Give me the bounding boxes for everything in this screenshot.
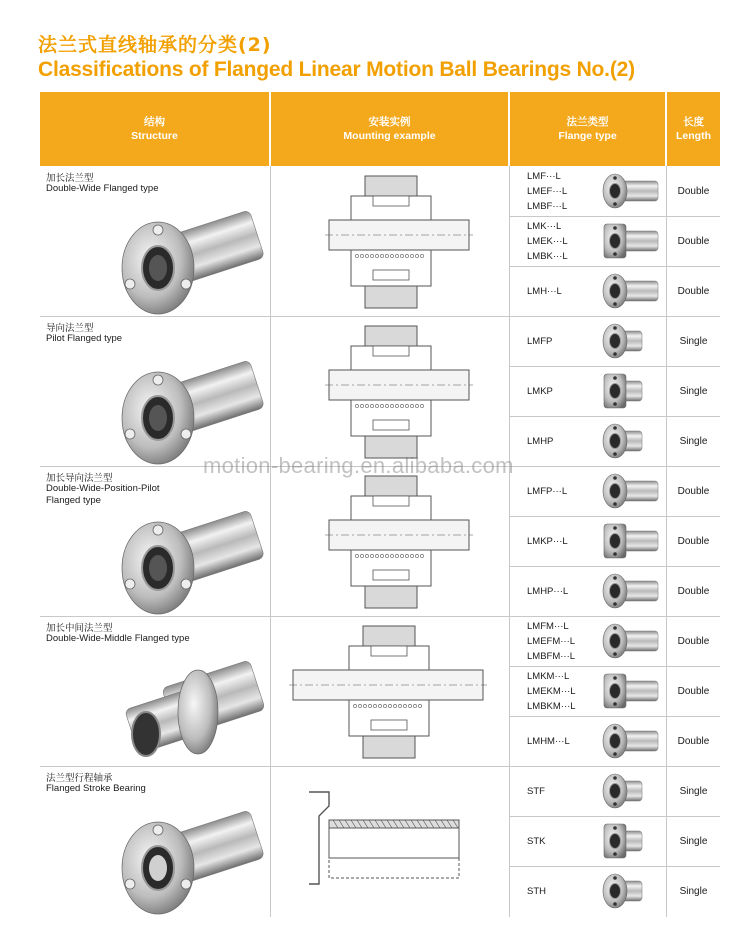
row-divider: [510, 516, 720, 517]
model-code: LMKP: [527, 385, 553, 397]
structure-cell: [40, 166, 269, 316]
model-code: LMHP: [527, 435, 554, 447]
structure-cell: [40, 466, 269, 616]
length-value: Double: [677, 585, 710, 597]
length-value: Double: [677, 235, 710, 247]
bearing-thumbnail-frame: [598, 220, 660, 262]
header-label-en: Length: [676, 130, 711, 142]
mounting-example-cell: [271, 166, 508, 316]
flange-type-row: [510, 366, 720, 416]
model-list: [527, 366, 597, 416]
model-code: LMEFM···L: [527, 635, 576, 647]
length-value: Double: [677, 685, 710, 697]
bearing-thumbnail-frame: [598, 620, 660, 662]
bearing-thumbnail-frame: [598, 870, 660, 912]
bearing-thumbnail: [598, 170, 660, 212]
bearing-thumbnail: [598, 370, 660, 412]
model-code: LMKP···L: [527, 535, 568, 547]
mounting-example-cell: [271, 466, 508, 616]
watermark-text: motion-bearing.en.alibaba.com: [203, 453, 514, 478]
bearing-thumbnail-frame: [598, 170, 660, 212]
bearing-thumbnail-frame: [598, 420, 660, 462]
structure-name-en: Double-Wide-Position-Pilot Flanged type: [46, 483, 160, 506]
bearing-thumbnail-frame: [598, 370, 660, 412]
length-value: Single: [679, 835, 708, 847]
flange-type-row: [510, 516, 720, 566]
bearing-thumbnail-frame: [598, 770, 660, 812]
model-list: [527, 466, 597, 516]
bearing-photo-frame: [110, 796, 270, 916]
mounting-example-cell: [271, 616, 508, 766]
model-code: LMBK···L: [527, 250, 568, 262]
bearing-thumbnail: [598, 770, 660, 812]
model-list: [527, 266, 597, 316]
bearing-thumbnail-frame: [598, 720, 660, 762]
mounting-diagram: [271, 166, 508, 316]
classification-table: [40, 92, 720, 917]
model-list: [527, 866, 597, 916]
model-code: LMBF···L: [527, 200, 568, 212]
bearing-thumbnail: [598, 670, 660, 712]
bearing-thumbnail-frame: [598, 670, 660, 712]
bearing-photo-frame: [110, 346, 270, 466]
bearing-thumbnail: [598, 270, 660, 312]
model-code: LMBKM···L: [527, 700, 576, 712]
model-code: LMK···L: [527, 220, 562, 232]
bearing-thumbnail: [598, 320, 660, 362]
bearing-thumbnail-frame: [598, 270, 660, 312]
model-code: LMHM···L: [527, 735, 570, 747]
bearing-photo: [110, 496, 270, 616]
structure-cell: [40, 766, 269, 916]
flange-type-row: [510, 566, 720, 616]
model-list: [527, 766, 597, 816]
bearing-photo: [110, 196, 270, 316]
flange-type-row: [510, 866, 720, 916]
model-list: [527, 416, 597, 466]
length-value: Double: [677, 485, 710, 497]
header-label-cn: 结构: [144, 116, 165, 128]
bearing-photo-frame: [110, 646, 270, 766]
length-value: Double: [677, 535, 710, 547]
model-list: [527, 166, 597, 216]
header-label-cn: 法兰类型: [566, 116, 609, 128]
model-code: LMEF···L: [527, 185, 568, 197]
structure-name-cn: 导向法兰型: [46, 323, 94, 334]
length-value: Double: [677, 185, 710, 197]
structure-cell: [40, 316, 269, 466]
mounting-diagram: [271, 766, 508, 916]
model-code: LMEK···L: [527, 235, 568, 247]
bearing-thumbnail: [598, 720, 660, 762]
model-code: LMHP···L: [527, 585, 569, 597]
model-code: LMEKM···L: [527, 685, 576, 697]
length-value: Single: [679, 335, 708, 347]
bearing-thumbnail: [598, 620, 660, 662]
row-divider: [510, 266, 720, 267]
model-code: LMH···L: [527, 285, 562, 297]
model-code: STK: [527, 835, 546, 847]
header-label-en: Flange type: [558, 130, 617, 142]
structure-name-cn: 加长中间法兰型: [46, 623, 113, 634]
row-divider: [510, 366, 720, 367]
flange-type-row: [510, 316, 720, 366]
length-value: Double: [677, 285, 710, 297]
row-divider: [510, 816, 720, 817]
bearing-thumbnail: [598, 470, 660, 512]
bearing-thumbnail-frame: [598, 570, 660, 612]
model-list: [527, 666, 597, 716]
bearing-thumbnail-frame: [598, 320, 660, 362]
row-divider: [510, 416, 720, 417]
bearing-photo-frame: [110, 496, 270, 616]
length-value: Single: [679, 885, 708, 897]
mounting-diagram: [271, 616, 508, 766]
row-divider: [510, 566, 720, 567]
row-divider: [510, 866, 720, 867]
model-list: [527, 516, 597, 566]
structure-name-en: Double-Wide Flanged type: [46, 183, 159, 194]
structure-name-en: Pilot Flanged type: [46, 333, 123, 344]
model-list: [527, 816, 597, 866]
structure-name-en: Double-Wide-Middle Flanged type: [46, 633, 190, 644]
model-code: STH: [527, 885, 546, 897]
mounting-diagram: [271, 466, 508, 616]
bearing-thumbnail: [598, 420, 660, 462]
bearing-thumbnail: [598, 220, 660, 262]
bearing-photo: [110, 796, 270, 916]
header-mounting-example: [271, 92, 508, 166]
bearing-thumbnail: [598, 520, 660, 562]
model-code: STF: [527, 785, 545, 797]
model-code: LMF···L: [527, 170, 561, 182]
mounting-example-cell: [271, 316, 508, 466]
structure-cell: [40, 616, 269, 766]
mounting-diagram: [271, 316, 508, 466]
flange-type-row: [510, 816, 720, 866]
page-title-cn: 法兰式直线轴承的分类(2): [38, 34, 272, 56]
structure-name-cn: 法兰型行程轴承: [46, 773, 113, 784]
row-divider: [510, 216, 720, 217]
flange-type-row: [510, 416, 720, 466]
bearing-thumbnail: [598, 820, 660, 862]
flange-type-row: [510, 216, 720, 266]
structure-name-cn: 加长法兰型: [46, 173, 94, 184]
bearing-thumbnail-frame: [598, 470, 660, 512]
length-value: Single: [679, 785, 708, 797]
flange-type-row: [510, 266, 720, 316]
flange-type-row: [510, 466, 720, 516]
header-label-cn: 长度: [683, 116, 704, 128]
model-list: [527, 316, 597, 366]
bearing-photo: [110, 346, 270, 466]
header-length: [667, 92, 720, 166]
structure-name-cn: 加长导向法兰型: [46, 473, 113, 484]
flange-type-row: [510, 766, 720, 816]
length-value: Double: [677, 735, 710, 747]
model-code: LMFP···L: [527, 485, 568, 497]
bearing-thumbnail: [598, 570, 660, 612]
header-label-cn: 安装实例: [368, 116, 411, 128]
header-label-en: Structure: [131, 130, 178, 142]
page-title-en: Classifications of Flanged Linear Motion Ball Bearings No.(2): [38, 58, 635, 81]
length-value: Single: [679, 435, 708, 447]
header-structure: [40, 92, 269, 166]
model-list: [527, 566, 597, 616]
structure-name-en: Flanged Stroke Bearing: [46, 783, 146, 794]
model-code: LMFM···L: [527, 620, 569, 632]
bearing-thumbnail-frame: [598, 520, 660, 562]
header-flange-type: [510, 92, 665, 166]
model-list: [527, 716, 597, 766]
model-list: [527, 616, 597, 666]
mounting-example-cell: [271, 766, 508, 916]
flange-type-row: [510, 716, 720, 766]
flange-type-row: [510, 666, 720, 716]
model-code: LMBFM···L: [527, 650, 576, 662]
row-divider: [510, 666, 720, 667]
bearing-thumbnail-frame: [598, 820, 660, 862]
bearing-thumbnail: [598, 870, 660, 912]
model-code: LMKM···L: [527, 670, 570, 682]
length-value: Single: [679, 385, 708, 397]
model-code: LMFP: [527, 335, 553, 347]
bearing-photo-frame: [110, 196, 270, 316]
length-value: Double: [677, 635, 710, 647]
flange-type-row: [510, 166, 720, 216]
row-divider: [510, 716, 720, 717]
model-list: [527, 216, 597, 266]
bearing-photo: [110, 646, 270, 766]
flange-type-row: [510, 616, 720, 666]
header-label-en: Mounting example: [343, 130, 436, 142]
